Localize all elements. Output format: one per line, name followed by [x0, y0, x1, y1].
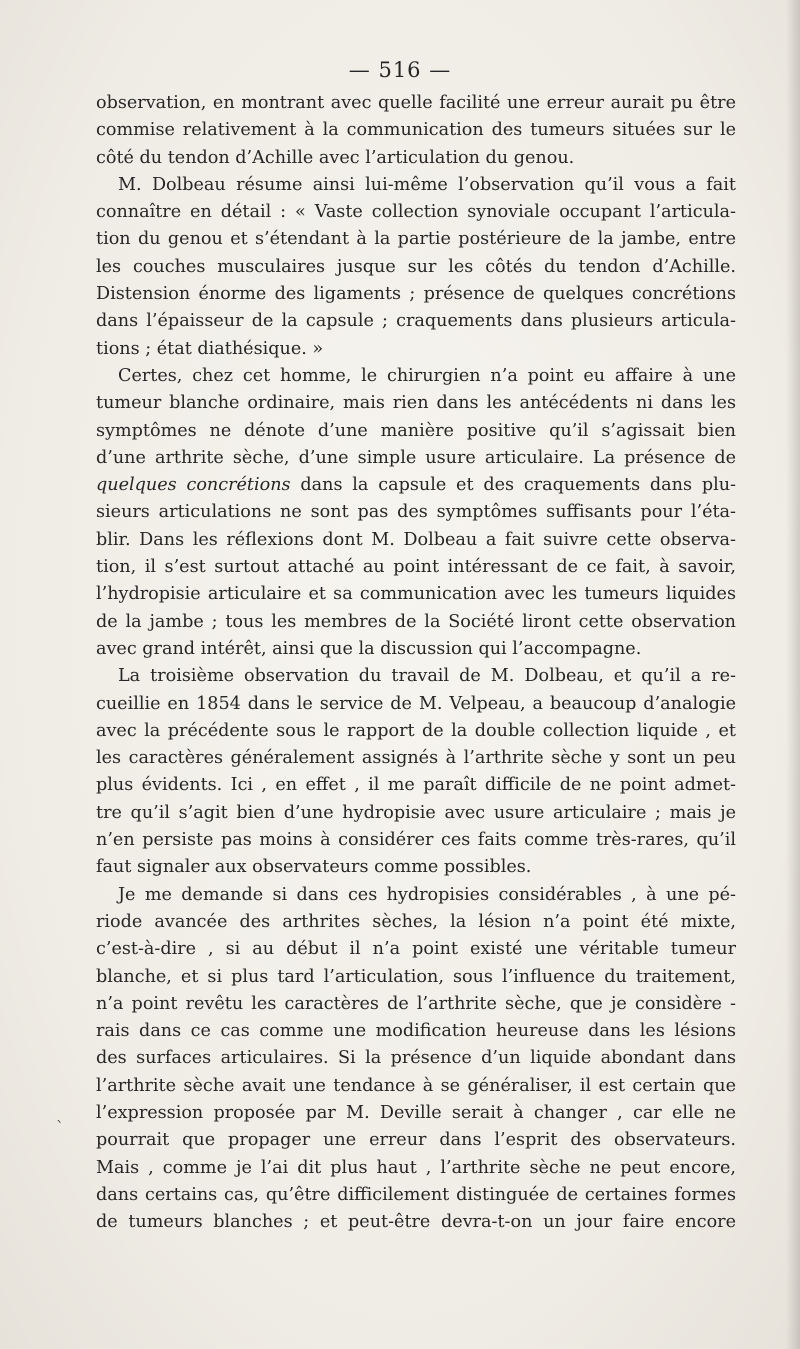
text-line: tion du genou et s’étendant à la partie postérieure de la jambe, entre [96, 229, 736, 250]
text-line: pourrait que propager une erreur dans l’esprit des observateurs. [96, 1130, 736, 1151]
text-line: tumeur blanche ordinaire, mais rien dans les antécédents ni dans les [96, 393, 736, 414]
body-text [96, 90, 736, 1236]
text-line: riode avancée des arthrites sèches, la lésion n’a point été mixte, [96, 911, 736, 932]
text-line: cueillie en 1854 dans le service de M. Velpeau, a beaucoup d’analogie [96, 693, 736, 714]
text-line: Mais , comme je l’ai dit plus haut , l’arthrite sèche ne peut encore, [96, 1157, 736, 1178]
text-line-with-italic [96, 472, 736, 499]
text-line: côté du tendon d’Achille avec l’articulation du genou. [96, 147, 575, 168]
text-line: d’une arthrite sèche, d’une simple usure articulaire. La présence de [96, 447, 736, 468]
text-line: Je me demande si dans ces hydropisies considérables , à une pé- [118, 884, 736, 905]
text-line: symptômes ne dénote d’une manière positive qu’il s’agissait bien [96, 420, 736, 441]
text-line: n’en persiste pas moins à considérer ces faits comme très-rares, qu’il [96, 830, 736, 851]
text-line: faut signaler aux observateurs comme possibles. [96, 857, 532, 878]
text-line: les couches musculaires jusque sur les côtés du tendon d’Achille. [96, 256, 736, 277]
text-line: l’expression proposée par M. Deville serait à changer , car elle ne [96, 1102, 736, 1123]
text-line: rais dans ce cas comme une modification heureuse dans les lésions [96, 1021, 736, 1042]
text-line: c’est-à-dire , si au début il n’a point existé une véritable tumeur [96, 939, 736, 960]
text-line: M. Dolbeau résume ainsi lui-même l’observation qu’il vous a fait [118, 174, 736, 195]
text-line: observation, en montrant avec quelle facilité une erreur aurait pu être [96, 93, 736, 113]
text-line: Certes, chez cet homme, le chirurgien n’a point eu affaire à une [118, 365, 736, 386]
text-line: commise relativement à la communication des tumeurs situées sur le [96, 120, 736, 141]
text-line: dans certains cas, qu’être difficilement distinguée de certaines formes [96, 1184, 736, 1205]
text-line: dans l’épaisseur de la capsule ; craquements dans plusieurs articula- [96, 311, 736, 332]
page-number: — 516 — [348, 58, 452, 82]
text-line: avec grand intérêt, ainsi que la discussion qui l’accompagne. [96, 638, 642, 659]
text-line-rest: dans la capsule et des craquements dans plu- [300, 475, 736, 496]
text-line: l’hydropisie articulaire et sa communication avec les tumeurs liquides [96, 584, 736, 605]
italic-phrase: quelques concrétions [96, 475, 291, 496]
text-line: plus évidents. Ici , en effet , il me paraît difficile de ne point admet- [96, 775, 736, 796]
text-line: tre qu’il s’agit bien d’une hydropisie avec usure articulaire ; mais je [96, 802, 736, 823]
text-line: blir. Dans les réflexions dont M. Dolbeau a fait suivre cette observa- [96, 529, 736, 550]
text-line: l’arthrite sèche avait une tendance à se généraliser, il est certain que [96, 1075, 736, 1096]
text-line: Distension énorme des ligaments ; présence de quelques concrétions [96, 284, 736, 305]
text-line: les caractères généralement assignés à l’arthrite sèche y sont un peu [96, 748, 736, 769]
text-line: n’a point revêtu les caractères de l’arthrite sèche, que je considère - [96, 993, 736, 1014]
text-line: de la jambe ; tous les membres de la Société liront cette observation [96, 611, 736, 632]
text-line: tions ; état diathésique. » [96, 338, 324, 359]
text-line: des surfaces articulaires. Si la présence d’un liquide abondant dans [96, 1048, 736, 1069]
text-line: blanche, et si plus tard l’articulation, sous l’influence du traitement, [96, 966, 736, 987]
margin-mark: ` [56, 1118, 64, 1137]
text-line: sieurs articulations ne sont pas des symptômes suffisants pour l’éta- [96, 502, 736, 523]
text-line: de tumeurs blanches ; et peut-être devra-t-on un jour faire encore [96, 1212, 736, 1233]
text-line: connaître en détail : « Vaste collection synoviale occupant l’articula- [96, 202, 736, 223]
text-line: tion, il s’est surtout attaché au point intéressant de ce fait, à savoir, [96, 557, 736, 578]
text-line: avec la précédente sous le rapport de la double collection liquide , et [96, 720, 736, 741]
page-edge-shadow [786, 0, 800, 1349]
text-line: La troisième observation du travail de M. Dolbeau, et qu’il a re- [118, 666, 736, 687]
